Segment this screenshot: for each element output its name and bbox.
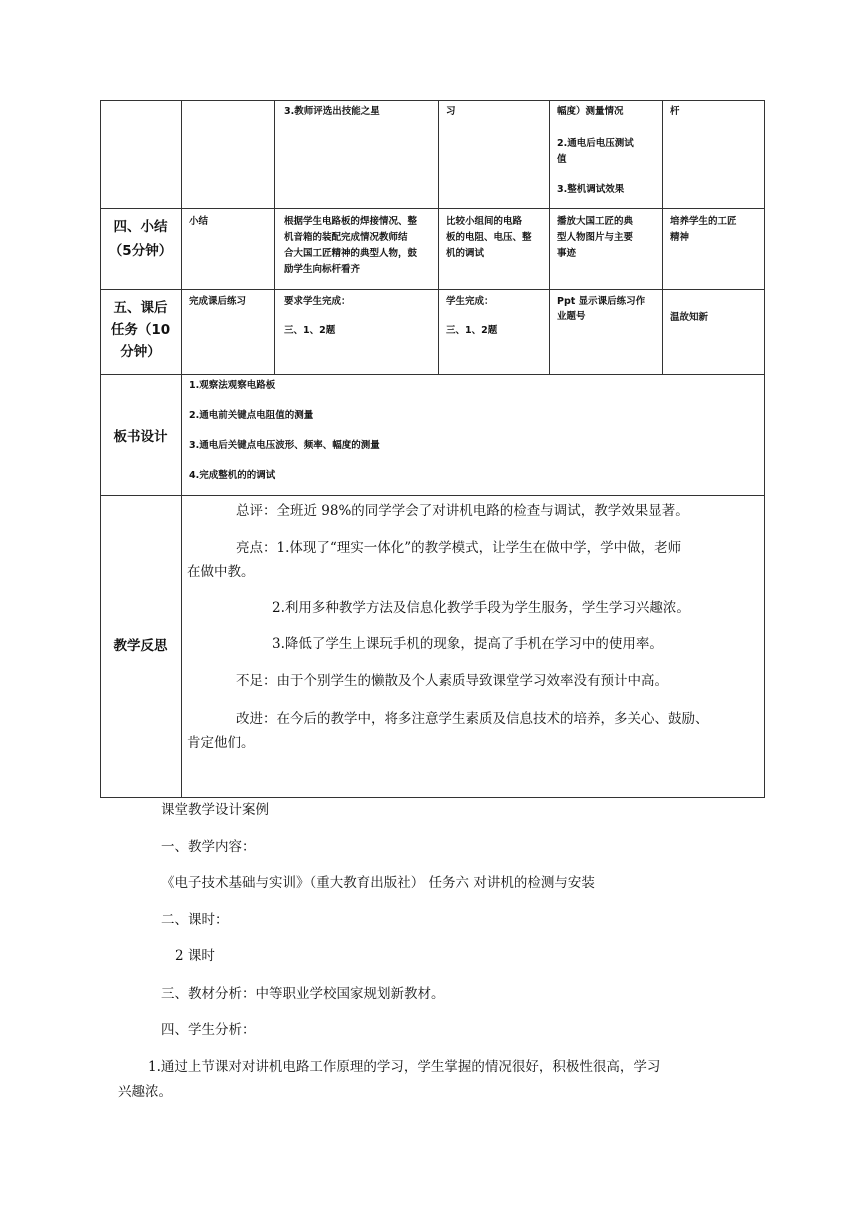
table-col-divider: [181, 100, 182, 797]
cell-teacher-line: 励学生向标杆看齐: [284, 264, 361, 275]
reflection-paragraph: 总评：全班近 98%的同学学会了对讲机电路的检查与调试，教学效果显著。: [236, 503, 689, 519]
cell-media-line: 事迹: [557, 248, 577, 259]
table-border-right: [764, 100, 765, 797]
reflection-paragraph: 2.利用多种教学方法及信息化教学手段为学生服务，学生学习兴趣浓。: [272, 600, 690, 616]
stage-summary-line: （5分钟）: [108, 243, 173, 259]
cell-student-line: 板的电阻、电压、整: [446, 232, 532, 243]
section-text: 《电子技术基础与实训》（重大教育出版社） 任务六 对讲机的检测与安装: [161, 875, 595, 891]
table-col-divider: [662, 100, 663, 374]
cell-teacher-line: 机音箱的装配完成情况教师结: [284, 232, 408, 243]
cell-content: 小结: [189, 216, 209, 227]
cell-media-line: 型人物图片与主要: [557, 232, 634, 243]
section-heading: 二、课时：: [161, 912, 229, 928]
section-heading: 三、教材分析：中等职业学校国家规划新教材。: [161, 986, 445, 1002]
cell-media-line: 播放大国工匠的典: [557, 216, 634, 227]
section-heading: 四、学生分析：: [161, 1022, 256, 1038]
reflection-paragraph: 在做中教。: [187, 564, 255, 580]
cell-media-line: 业题号: [557, 311, 586, 322]
board-item: 2.通电前关键点电阻值的测量: [189, 410, 314, 421]
cell-content: 完成课后练习: [189, 296, 247, 307]
table-row-divider: [100, 495, 765, 496]
cell-media-line: Ppt 显示课后练习作: [557, 296, 646, 307]
table-row-divider: [100, 208, 765, 209]
cell-teacher-line: 三、1、2题: [284, 325, 336, 336]
cell-student-line: 比较小组间的电路: [446, 216, 523, 227]
section-title: 课堂教学设计案例: [161, 802, 269, 818]
table-row-divider: [100, 374, 765, 375]
cell-intent-line: 精神: [670, 232, 690, 243]
reflection-paragraph: 改进：在今后的教学中，将多注意学生素质及信息技术的培养，多关心、鼓励、: [236, 711, 709, 727]
cell-intent-line: 培养学生的工匠: [670, 216, 737, 227]
cell-media-line: 2.通电后电压测试: [557, 138, 634, 149]
cell-student-line: 机的调试: [446, 248, 485, 259]
cell-teacher-line: 合大国工匠精神的典型人物，鼓: [284, 248, 418, 259]
stage-summary-line: 四、小结: [113, 219, 168, 235]
reflection-paragraph: 肯定他们。: [187, 735, 255, 751]
table-col-divider: [274, 100, 275, 374]
cell-student-line: 学生完成：: [446, 296, 494, 307]
cell-media-line: 值: [557, 154, 567, 165]
reflection-paragraph: 3.降低了学生上课玩手机的现象，提高了手机在学习中的使用率。: [272, 636, 663, 652]
section-heading: 一、教学内容：: [161, 839, 256, 855]
stage-homework-line: 分钟）: [120, 344, 161, 360]
table-border-top: [100, 100, 765, 101]
board-design-label: 板书设计: [113, 429, 168, 445]
section-text: 兴趣浓。: [118, 1084, 172, 1100]
table-border-bottom: [100, 797, 765, 798]
cell-intent-cont: 杆: [670, 106, 680, 117]
stage-homework-line: 五、课后: [113, 300, 168, 316]
cell-student-cont: 习: [446, 106, 456, 117]
cell-media-line: 3.整机调试效果: [557, 184, 625, 195]
board-item: 1.观察法观察电路板: [189, 380, 276, 391]
board-item: 3.通电后关键点电压波形、频率、幅度的测量: [189, 440, 380, 451]
reflection-paragraph: 不足：由于个别学生的懒散及个人素质导致课堂学习效率没有预计中高。: [236, 673, 668, 689]
reflection-paragraph: 亮点：1.体现了“理实一体化”的教学模式，让学生在做中学，学中做，老师: [236, 540, 682, 556]
stage-homework-line: 任务（10: [110, 322, 171, 338]
cell-teacher-line: 根据学生电路板的焊接情况、整: [284, 216, 418, 227]
cell-activity-cont: 3.教师评选出技能之星: [284, 106, 380, 117]
section-text: 2 课时: [175, 948, 215, 964]
table-col-divider: [438, 100, 439, 374]
cell-teacher-line: 要求学生完成：: [284, 296, 351, 307]
cell-intent: 温故知新: [670, 312, 709, 323]
cell-student-line: 三、1、2题: [446, 325, 498, 336]
table-border-left: [100, 100, 101, 797]
section-text: 1.通过上节课对对讲机电路工作原理的学习，学生掌握的情况很好，积极性很高，学习: [148, 1059, 661, 1075]
reflection-label: 教学反思: [113, 638, 168, 654]
cell-media-line: 幅度）测量情况: [557, 106, 624, 117]
table-col-divider: [549, 100, 550, 374]
board-item: 4.完成整机的的调试: [189, 470, 276, 481]
table-row-divider: [100, 289, 765, 290]
